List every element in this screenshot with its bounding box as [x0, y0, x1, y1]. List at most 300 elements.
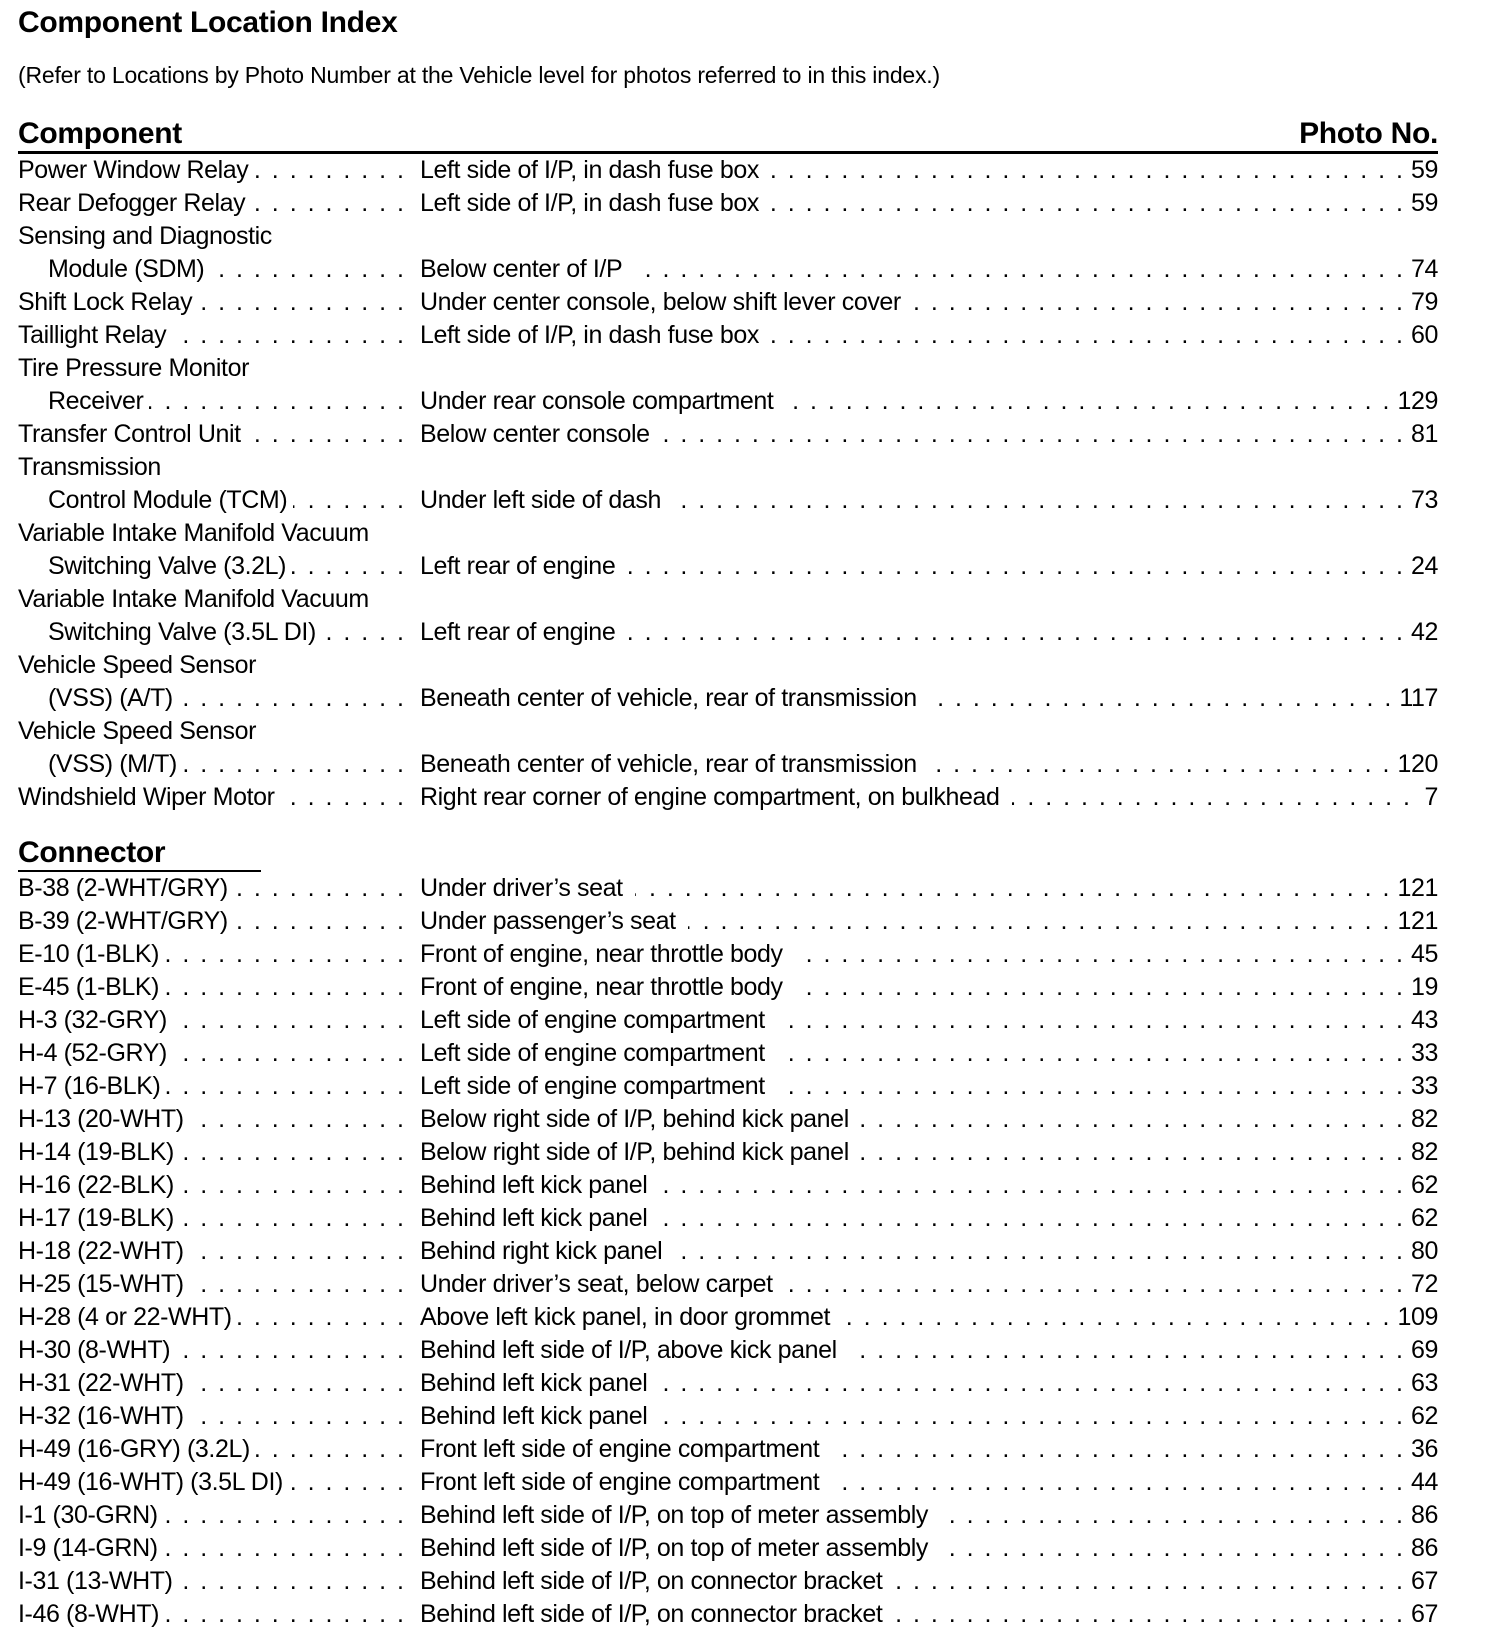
component-row	[18, 484, 1438, 517]
connector-row-photo-number: 86	[1410, 1534, 1438, 1562]
connector-row-name: H-49 (16-WHT) (3.5L DI)	[18, 1468, 283, 1496]
connector-row	[18, 1202, 1438, 1235]
connector-row-location: Under passenger’s seat	[420, 907, 676, 935]
dot-leader	[165, 971, 406, 1004]
connector-row-photo-number: 86	[1410, 1501, 1438, 1529]
connector-row-location-cell	[420, 1598, 1411, 1631]
component-row-location-cell	[420, 748, 1397, 781]
connector-row-photo-number: 69	[1410, 1336, 1438, 1364]
connector-row-location-cell	[420, 1367, 1411, 1400]
component-table-header	[18, 117, 1438, 154]
component-row-location-cell	[420, 385, 1397, 418]
component-row	[18, 550, 1438, 583]
connector-row	[18, 938, 1438, 971]
connector-row-photo-number: 36	[1410, 1435, 1438, 1463]
connector-row-photo-number: 62	[1410, 1171, 1438, 1199]
dot-leader	[940, 1499, 1405, 1532]
connector-row-location: Front of engine, near throttle body	[420, 973, 783, 1001]
dot-leader	[831, 1433, 1405, 1466]
dot-leader	[238, 1301, 406, 1334]
component-row-location-cell	[420, 187, 1411, 220]
dot-leader	[289, 1466, 406, 1499]
dot-leader	[183, 748, 406, 781]
component-row-name-line1: Variable Intake Manifold Vacuum	[18, 519, 369, 547]
component-row-name: Switching Valve (3.2L)	[48, 552, 287, 580]
connector-row-location: Below right side of I/P, behind kick panel	[420, 1138, 849, 1166]
connector-row-location: Behind left side of I/P, on connector bracket	[420, 1600, 883, 1628]
connector-row-photo-number: 67	[1410, 1567, 1438, 1595]
connector-row-location-cell	[420, 1202, 1411, 1235]
connector-row-location-cell	[420, 905, 1397, 938]
component-row-name: Windshield Wiper Motor	[18, 783, 275, 811]
component-row-name: (VSS) (A/T)	[48, 684, 173, 712]
dot-leader	[149, 385, 406, 418]
connector-row-location-cell	[420, 1532, 1411, 1565]
component-row-location: Left side of I/P, in dash fuse box	[420, 189, 759, 217]
connector-row-location-cell	[420, 1070, 1411, 1103]
component-row-name-cell	[18, 682, 420, 715]
component-row-name-continued	[18, 649, 1438, 682]
connector-row-name: E-10 (1-BLK)	[18, 940, 160, 968]
connector-row-name: H-31 (22-WHT)	[18, 1369, 184, 1397]
connector-row-location-cell	[420, 872, 1397, 905]
connector-row-location: Behind left kick panel	[420, 1204, 648, 1232]
connector-row-name: H-25 (15-WHT)	[18, 1270, 184, 1298]
component-row-name-cell	[18, 286, 420, 319]
component-row-location: Under center console, below shift lever cover	[420, 288, 901, 316]
connector-row-photo-number: 33	[1410, 1039, 1438, 1067]
dot-leader	[771, 187, 1405, 220]
connector-row-name: I-46 (8-WHT)	[18, 1600, 160, 1628]
dot-leader	[281, 781, 406, 814]
connector-row-photo-number: 121	[1397, 907, 1438, 935]
connector-row-photo-number: 72	[1410, 1270, 1438, 1298]
connector-row	[18, 1103, 1438, 1136]
dot-leader	[659, 1202, 1405, 1235]
connector-row-name-cell	[18, 1334, 420, 1367]
dot-leader	[198, 286, 406, 319]
connector-row-photo-number: 43	[1410, 1006, 1438, 1034]
dot-leader	[771, 319, 1405, 352]
connector-row-name-cell	[18, 1004, 420, 1037]
component-row-location-cell	[420, 154, 1411, 187]
component-row	[18, 385, 1438, 418]
page-subtitle: (Refer to Locations by Photo Number at the Vehicle level for photos referred to in this index.)	[18, 62, 940, 88]
component-row-name-continued	[18, 220, 1438, 253]
component-row-photo-number: 42	[1410, 618, 1438, 646]
connector-row-location-cell	[420, 1301, 1397, 1334]
connector-row-location-cell	[420, 1037, 1411, 1070]
dot-leader	[673, 484, 1405, 517]
dot-leader	[190, 1400, 406, 1433]
dot-leader	[179, 682, 406, 715]
connector-row-location: Left side of engine compartment	[420, 1072, 765, 1100]
component-row	[18, 286, 1438, 319]
dot-leader	[842, 1301, 1391, 1334]
dot-leader	[180, 1169, 406, 1202]
component-row-name-cell	[18, 484, 420, 517]
dot-leader	[674, 1235, 1405, 1268]
component-row-location: Left rear of engine	[420, 552, 616, 580]
component-row-location: Under rear console compartment	[420, 387, 774, 415]
dot-leader	[254, 154, 406, 187]
dot-leader	[292, 550, 406, 583]
connector-row-location: Left side of engine compartment	[420, 1006, 765, 1034]
component-row-name-continued	[18, 451, 1438, 484]
dot-leader	[166, 1070, 406, 1103]
component-row-name-cell	[18, 154, 420, 187]
component-row-name-line1: Vehicle Speed Sensor	[18, 717, 257, 745]
connector-row-location-cell	[420, 1235, 1411, 1268]
component-row-location: Under left side of dash	[420, 486, 661, 514]
component-row-photo-number: 81	[1410, 420, 1438, 448]
connector-row	[18, 1334, 1438, 1367]
page-title: Component Location Index	[18, 6, 398, 39]
component-row-photo-number: 60	[1410, 321, 1438, 349]
component-row-name-line1: Vehicle Speed Sensor	[18, 651, 257, 679]
dot-leader	[861, 1103, 1405, 1136]
connector-row-photo-number: 62	[1410, 1402, 1438, 1430]
dot-leader	[929, 682, 1394, 715]
connector-row-location-cell	[420, 1499, 1411, 1532]
component-row-name-cell	[18, 253, 420, 286]
component-row-location-cell	[420, 550, 1411, 583]
dot-leader	[190, 1103, 406, 1136]
component-row-location: Beneath center of vehicle, rear of transmission	[420, 684, 917, 712]
component-row-name-cell	[18, 781, 420, 814]
connector-row-location-cell	[420, 938, 1411, 971]
connector-section-title: Connector	[18, 836, 166, 869]
connector-row-location-cell	[420, 1334, 1411, 1367]
dot-leader	[627, 550, 1405, 583]
dot-leader	[940, 1532, 1405, 1565]
connector-row-name: H-14 (19-BLK)	[18, 1138, 174, 1166]
connector-row-location: Below right side of I/P, behind kick panel	[420, 1105, 849, 1133]
component-row-name-continued	[18, 517, 1438, 550]
connector-row-name: I-1 (30-GRN)	[18, 1501, 158, 1529]
connector-row-name-cell	[18, 1037, 420, 1070]
connector-row-name: H-17 (19-BLK)	[18, 1204, 174, 1232]
connector-row-name: H-3 (32-GRY)	[18, 1006, 167, 1034]
component-row	[18, 154, 1438, 187]
connector-row-location-cell	[420, 1004, 1411, 1037]
connector-row-location-cell	[420, 1565, 1411, 1598]
component-row-name-cell	[18, 550, 420, 583]
component-row-photo-number: 120	[1397, 750, 1438, 778]
connector-row-location-cell	[420, 1136, 1411, 1169]
connector-row-photo-number: 62	[1410, 1204, 1438, 1232]
connector-row	[18, 1235, 1438, 1268]
connector-row-photo-number: 109	[1397, 1303, 1438, 1331]
dot-leader	[795, 938, 1405, 971]
component-row-name: Rear Defogger Relay	[18, 189, 246, 217]
component-row-location-cell	[420, 286, 1411, 319]
connector-row-location: Left side of engine compartment	[420, 1039, 765, 1067]
connector-row	[18, 1268, 1438, 1301]
component-row-name-line1: Variable Intake Manifold Vacuum	[18, 585, 369, 613]
connector-row-name-cell	[18, 872, 420, 905]
component-row-name: Transfer Control Unit	[18, 420, 241, 448]
connector-row-name-cell	[18, 971, 420, 1004]
component-row-name: Module (SDM)	[48, 255, 205, 283]
connector-row-location: Front of engine, near throttle body	[420, 940, 783, 968]
connector-row-location: Behind left side of I/P, on top of meter assembly	[420, 1501, 929, 1529]
component-row-location: Left rear of engine	[420, 618, 616, 646]
component-row-name: (VSS) (M/T)	[48, 750, 177, 778]
component-row-photo-number: 59	[1410, 156, 1438, 184]
connector-row-location-cell	[420, 1433, 1411, 1466]
connector-row-name: H-13 (20-WHT)	[18, 1105, 184, 1133]
connector-row	[18, 872, 1438, 905]
dot-leader	[785, 1268, 1405, 1301]
component-row	[18, 682, 1438, 715]
dot-leader	[785, 385, 1391, 418]
connector-row-name: B-39 (2-WHT/GRY)	[18, 907, 228, 935]
dot-leader	[190, 1268, 406, 1301]
connector-list	[18, 872, 1438, 1631]
component-row	[18, 781, 1438, 814]
connector-row-photo-number: 45	[1410, 940, 1438, 968]
connector-row	[18, 1466, 1438, 1499]
connector-row-name-cell	[18, 1202, 420, 1235]
component-row-name-continued	[18, 715, 1438, 748]
component-row	[18, 418, 1438, 451]
component-row-location: Below center of I/P	[420, 255, 623, 283]
connector-row	[18, 1037, 1438, 1070]
connector-row-name: E-45 (1-BLK)	[18, 973, 160, 1001]
connector-row-name: I-9 (14-GRN)	[18, 1534, 158, 1562]
connector-row	[18, 1367, 1438, 1400]
dot-leader	[861, 1136, 1405, 1169]
dot-leader	[164, 1532, 406, 1565]
component-row	[18, 616, 1438, 649]
connector-row-name-cell	[18, 905, 420, 938]
component-row-location-cell	[420, 484, 1411, 517]
connector-row-name-cell	[18, 1598, 420, 1631]
dot-leader	[662, 418, 1405, 451]
dot-leader	[635, 872, 1392, 905]
dot-leader	[831, 1466, 1405, 1499]
connector-row	[18, 1301, 1438, 1334]
component-row-name: Taillight Relay	[18, 321, 167, 349]
component-row	[18, 319, 1438, 352]
connector-row-name: I-31 (13-WHT)	[18, 1567, 173, 1595]
dot-leader	[190, 1367, 406, 1400]
connector-row	[18, 1070, 1438, 1103]
component-row-name-cell	[18, 385, 420, 418]
photo-no-column-header: Photo No.	[1299, 117, 1438, 150]
connector-row-name: H-49 (16-GRY) (3.2L)	[18, 1435, 250, 1463]
dot-leader	[190, 1235, 406, 1268]
component-column-header: Component	[18, 117, 182, 150]
connector-row	[18, 1400, 1438, 1433]
connector-row-name-cell	[18, 1235, 420, 1268]
dot-leader	[247, 418, 406, 451]
connector-row-name-cell	[18, 1301, 420, 1334]
dot-leader	[172, 319, 406, 352]
connector-row	[18, 1532, 1438, 1565]
connector-row-location-cell	[420, 971, 1411, 1004]
component-row-location-cell	[420, 616, 1411, 649]
connector-row	[18, 1169, 1438, 1202]
connector-row-location: Under driver’s seat, below carpet	[420, 1270, 773, 1298]
connector-row	[18, 1565, 1438, 1598]
dot-leader	[176, 1334, 406, 1367]
component-row-name-cell	[18, 616, 420, 649]
connector-row-location: Behind left kick panel	[420, 1171, 648, 1199]
component-row-photo-number: 73	[1410, 486, 1438, 514]
dot-leader	[210, 253, 406, 286]
connector-row-name: H-18 (22-WHT)	[18, 1237, 184, 1265]
component-row-name-cell	[18, 748, 420, 781]
connector-row-photo-number: 33	[1410, 1072, 1438, 1100]
component-row-name-line1: Tire Pressure Monitor	[18, 354, 250, 382]
component-row-name: Receiver	[48, 387, 144, 415]
dot-leader	[771, 154, 1405, 187]
component-row-name-cell	[18, 418, 420, 451]
component-row-name-continued	[18, 352, 1438, 385]
dot-leader	[1012, 781, 1412, 814]
connector-row-location: Behind left side of I/P, on top of meter assembly	[420, 1534, 929, 1562]
connector-row-photo-number: 67	[1410, 1600, 1438, 1628]
dot-leader	[894, 1565, 1405, 1598]
connector-row-photo-number: 121	[1397, 874, 1438, 902]
dot-leader	[913, 286, 1405, 319]
dot-leader	[659, 1400, 1405, 1433]
connector-row-location: Behind right kick panel	[420, 1237, 663, 1265]
connector-row-name-cell	[18, 1532, 420, 1565]
connector-row-location: Behind left side of I/P, above kick panel	[420, 1336, 837, 1364]
connector-row-name: H-32 (16-WHT)	[18, 1402, 184, 1430]
connector-row-location-cell	[420, 1169, 1411, 1202]
connector-row	[18, 1499, 1438, 1532]
connector-row-photo-number: 19	[1410, 973, 1438, 1001]
component-row-name-cell	[18, 319, 420, 352]
connector-row-location: Front left side of engine compartment	[420, 1435, 820, 1463]
component-row-location: Left side of I/P, in dash fuse box	[420, 156, 759, 184]
connector-row-name: H-4 (52-GRY)	[18, 1039, 167, 1067]
connector-row-location-cell	[420, 1103, 1411, 1136]
dot-leader	[634, 253, 1405, 286]
connector-row-name-cell	[18, 1268, 420, 1301]
dot-leader	[173, 1004, 406, 1037]
connector-row-photo-number: 82	[1410, 1138, 1438, 1166]
dot-leader	[234, 872, 406, 905]
component-row-name-cell	[18, 187, 420, 220]
dot-leader	[173, 1037, 406, 1070]
connector-row-name-cell	[18, 1565, 420, 1598]
connector-row-location: Behind left side of I/P, on connector bracket	[420, 1567, 883, 1595]
component-row-name: Shift Lock Relay	[18, 288, 193, 316]
dot-leader	[251, 187, 406, 220]
dot-leader	[777, 1037, 1405, 1070]
connector-row-name: H-28 (4 or 22-WHT)	[18, 1303, 232, 1331]
connector-row-location-cell	[420, 1400, 1411, 1433]
component-row-name-line1: Sensing and Diagnostic	[18, 222, 272, 250]
dot-leader	[234, 905, 406, 938]
component-row-name-continued	[18, 583, 1438, 616]
component-row	[18, 748, 1438, 781]
connector-row-location-cell	[420, 1466, 1411, 1499]
connector-row-location: Behind left kick panel	[420, 1369, 648, 1397]
dot-leader	[777, 1004, 1405, 1037]
connector-row-name-cell	[18, 1499, 420, 1532]
connector-row	[18, 905, 1438, 938]
component-row-location-cell	[420, 418, 1411, 451]
component-row-photo-number: 7	[1424, 783, 1438, 811]
component-row-name-line1: Transmission	[18, 453, 161, 481]
connector-row-photo-number: 80	[1410, 1237, 1438, 1265]
component-row-photo-number: 24	[1410, 552, 1438, 580]
connector-row	[18, 1136, 1438, 1169]
dot-leader	[795, 971, 1405, 1004]
connector-row	[18, 1598, 1438, 1631]
connector-row-photo-number: 44	[1410, 1468, 1438, 1496]
component-row-location-cell	[420, 781, 1418, 814]
connector-row-name-cell	[18, 1433, 420, 1466]
component-row	[18, 187, 1438, 220]
connector-row-location-cell	[420, 1268, 1411, 1301]
connector-row-name-cell	[18, 1466, 420, 1499]
dot-leader	[293, 484, 406, 517]
component-row-location: Below center console	[420, 420, 650, 448]
dot-leader	[659, 1367, 1405, 1400]
connector-row-location: Under driver’s seat	[420, 874, 623, 902]
connector-row-name-cell	[18, 1169, 420, 1202]
connector-row-photo-number: 82	[1410, 1105, 1438, 1133]
component-row-location-cell	[420, 319, 1411, 352]
component-row-photo-number: 117	[1399, 684, 1438, 712]
dot-leader	[627, 616, 1405, 649]
dot-leader	[777, 1070, 1405, 1103]
dot-leader	[164, 1499, 406, 1532]
dot-leader	[688, 905, 1392, 938]
connector-row-photo-number: 63	[1410, 1369, 1438, 1397]
connector-row-location: Front left side of engine compartment	[420, 1468, 820, 1496]
dot-leader	[180, 1136, 406, 1169]
dot-leader	[894, 1598, 1405, 1631]
dot-leader	[929, 748, 1392, 781]
component-row-photo-number: 59	[1410, 189, 1438, 217]
component-row-name: Power Window Relay	[18, 156, 249, 184]
component-row-location: Left side of I/P, in dash fuse box	[420, 321, 759, 349]
component-row-photo-number: 129	[1397, 387, 1438, 415]
component-row-photo-number: 79	[1410, 288, 1438, 316]
dot-leader	[659, 1169, 1405, 1202]
component-row-location: Right rear corner of engine compartment, on bulkhead	[420, 783, 1000, 811]
connector-row-name-cell	[18, 1367, 420, 1400]
component-row	[18, 253, 1438, 286]
component-row-location: Beneath center of vehicle, rear of transmission	[420, 750, 917, 778]
dot-leader	[849, 1334, 1405, 1367]
component-row-photo-number: 74	[1410, 255, 1438, 283]
connector-row-name: H-16 (22-BLK)	[18, 1171, 174, 1199]
connector-row-name: B-38 (2-WHT/GRY)	[18, 874, 228, 902]
connector-row-name: H-7 (16-BLK)	[18, 1072, 161, 1100]
component-list	[18, 154, 1438, 814]
connector-row-name-cell	[18, 938, 420, 971]
connector-row-location: Above left kick panel, in door grommet	[420, 1303, 831, 1331]
dot-leader	[165, 938, 406, 971]
connector-row-name-cell	[18, 1070, 420, 1103]
connector-row-name-cell	[18, 1103, 420, 1136]
connector-row-name-cell	[18, 1136, 420, 1169]
dot-leader	[179, 1565, 406, 1598]
component-row-location-cell	[420, 682, 1399, 715]
connector-row	[18, 1004, 1438, 1037]
connector-row-location: Behind left kick panel	[420, 1402, 648, 1430]
connector-row-name-cell	[18, 1400, 420, 1433]
